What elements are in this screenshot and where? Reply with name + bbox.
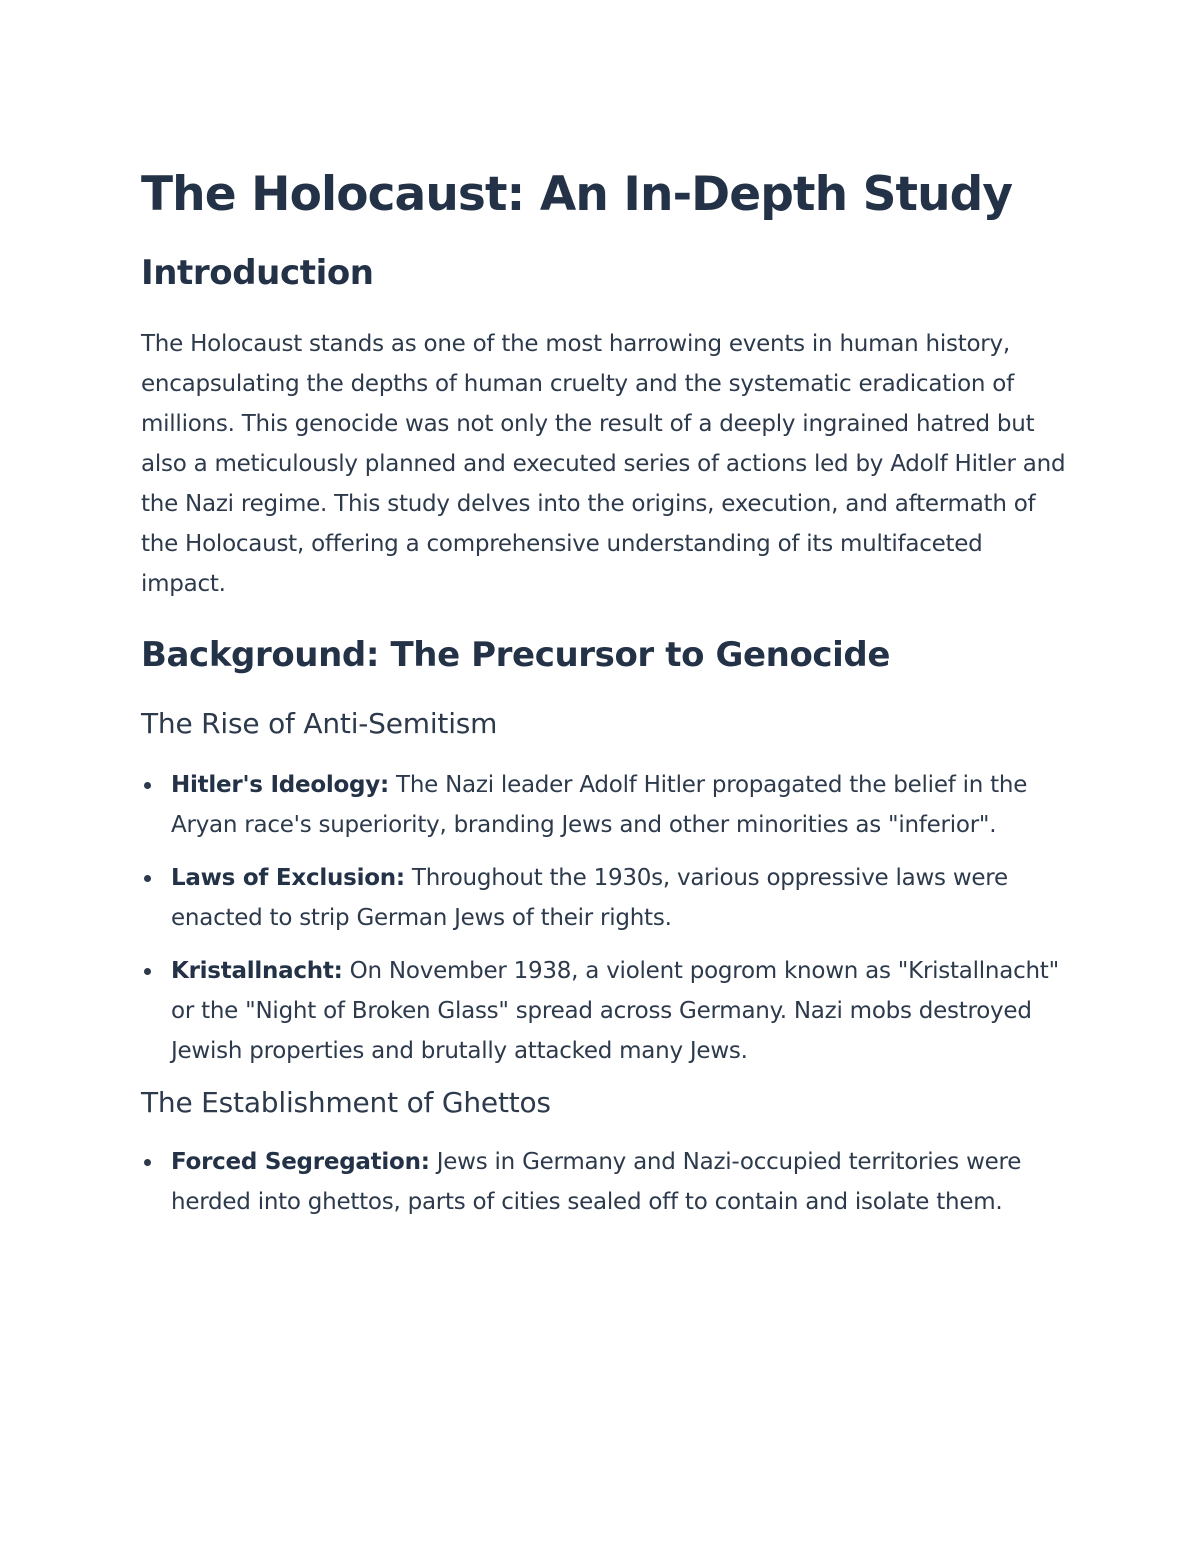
list-item-term: Hitler's Ideology: bbox=[171, 772, 389, 798]
establishment-of-ghettos-heading: The Establishment of Ghettos bbox=[141, 1086, 551, 1119]
list-item-term: Laws of Exclusion: bbox=[171, 865, 405, 891]
list-item bbox=[141, 1142, 1071, 1222]
list-item-text: The Nazi leader Adolf Hitler propagated the belief in the Aryan race's superiority, branding Jews and other minorities as "inferior". bbox=[171, 772, 1028, 838]
rise-of-anti-semitism-heading: The Rise of Anti-Semitism bbox=[141, 707, 498, 740]
list-item bbox=[141, 858, 1071, 938]
list-item bbox=[141, 765, 1071, 845]
rise-of-anti-semitism-list bbox=[141, 765, 1071, 1071]
list-item-term: Kristallnacht: bbox=[171, 958, 343, 984]
background-heading: Background: The Precursor to Genocide bbox=[141, 635, 891, 675]
introduction-heading: Introduction bbox=[141, 253, 374, 293]
establishment-of-ghettos-list bbox=[141, 1142, 1071, 1222]
list-item-term: Forced Segregation: bbox=[171, 1149, 430, 1175]
list-item-text: On November 1938, a violent pogrom known as "Kristallnacht" or the "Night of Broken Glass" spread across Germany. Nazi mobs destroyed Jewish properties and brutally attacked many Jews. bbox=[171, 958, 1059, 1064]
list-item bbox=[141, 951, 1071, 1071]
list-item-text: Jews in Germany and Nazi-occupied territories were herded into ghettos, parts of cities sealed off to contain and isolate them. bbox=[171, 1149, 1022, 1215]
list-item-text: Throughout the 1930s, various oppressive laws were enacted to strip German Jews of their rights. bbox=[171, 865, 1008, 931]
document-title: The Holocaust: An In-Depth Study bbox=[141, 167, 1013, 222]
introduction-paragraph: The Holocaust stands as one of the most harrowing events in human history, encapsulating the depths of human cruelty and the systematic eradication of millions. This genocide was not only the result of a deeply ingrained hatred but also a meticulously planned and executed series of actions led by Adolf Hitler and the Nazi regime. This study delves into the origins, execution, and aftermath of the Holocaust, offering a comprehensive understanding of its multifaceted impact. bbox=[141, 331, 1066, 597]
document-page bbox=[141, 164, 1071, 1235]
